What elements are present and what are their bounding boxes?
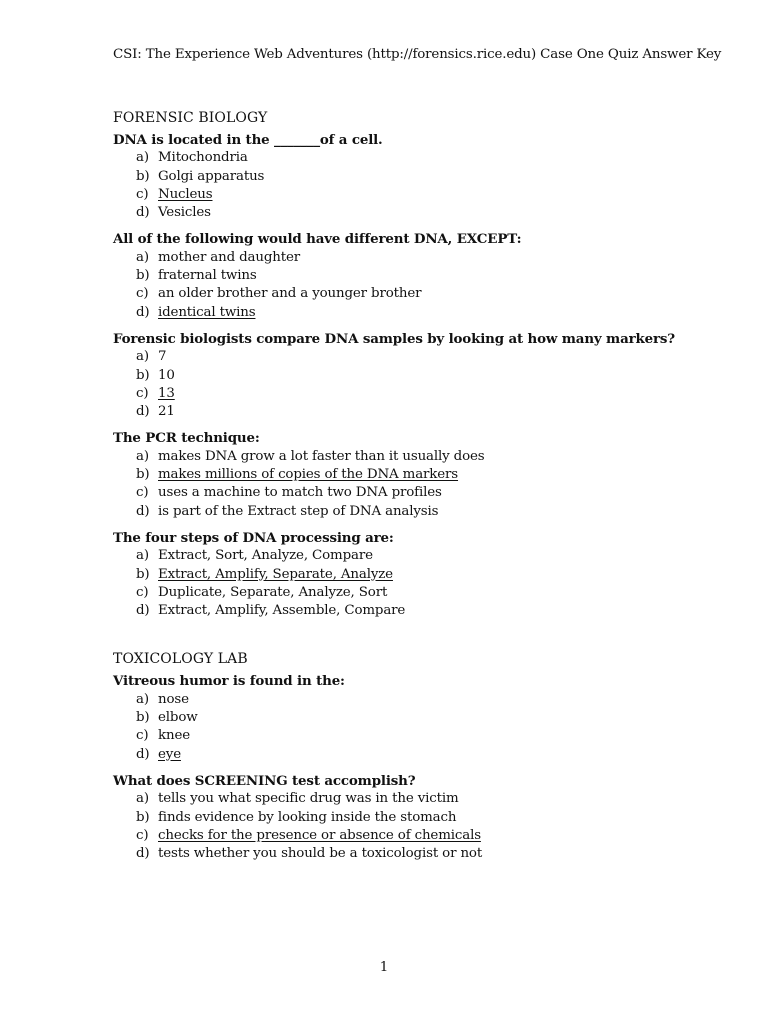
answer-option [113,845,713,863]
option-letter: c) [136,728,149,744]
answer-options [113,249,713,322]
answer-option [113,503,713,521]
question-text: Vitreous humor is found in the: [113,673,345,690]
answer-options [113,790,713,863]
option-text: an older brother and a younger brother [158,286,422,302]
question [113,672,713,763]
section-title: TOXICOLOGY LAB [113,651,248,668]
option-letter: c) [136,584,149,600]
answer-option [113,790,713,808]
option-text: finds evidence by looking inside the stomach [158,809,457,825]
option-letter: b) [136,710,150,726]
correct-answer-text: makes millions of copies of the DNA markers [158,467,459,483]
option-text: 21 [158,404,175,420]
option-letter: c) [136,827,149,843]
answer-option [113,448,713,466]
answer-option [113,204,713,222]
option-text: uses a machine to match two DNA profiles [158,485,442,501]
option-letter: b) [136,268,150,284]
question [113,529,713,620]
answer-option [113,484,713,502]
option-letter: d) [136,746,150,762]
answer-option [113,584,713,602]
correct-answer-text: Nucleus [158,186,213,202]
option-letter: a) [136,691,149,707]
option-letter: b) [136,566,150,582]
option-letter: c) [136,485,149,501]
option-text: Duplicate, Separate, Analyze, Sort [158,584,388,600]
answer-option-correct [113,746,713,764]
option-text: Mitochondria [158,150,248,166]
correct-answer-text: identical twins [158,304,256,320]
answer-option-correct [113,827,713,845]
question [113,131,713,222]
option-letter: c) [136,186,149,202]
answer-options [113,448,713,521]
question [113,429,713,520]
option-text: makes DNA grow a lot faster than it usually does [158,448,485,464]
option-text: Golgi apparatus [158,168,265,184]
option-text: Extract, Amplify, Assemble, Compare [158,603,406,619]
answer-option [113,367,713,385]
answer-option [113,602,713,620]
answer-option-correct [113,304,713,322]
option-letter: d) [136,404,150,420]
option-letter: d) [136,503,150,519]
answer-options [113,691,713,764]
answer-option [113,709,713,727]
answer-option [113,267,713,285]
question-text: The PCR technique: [113,430,260,447]
option-letter: a) [136,791,149,807]
page-number: 1 [379,960,389,975]
question-text: Forensic biologists compare DNA samples by looking at how many markers? [113,330,675,347]
option-text: is part of the Extract step of DNA analysis [158,503,439,519]
answer-option-correct [113,466,713,484]
option-text: tells you what specific drug was in the victim [158,791,459,807]
answer-option [113,348,713,366]
option-letter: b) [136,367,150,383]
option-letter: d) [136,603,150,619]
option-text: fraternal twins [158,268,257,284]
correct-answer-text: 13 [158,385,175,401]
option-text: mother and daughter [158,249,301,265]
option-text: nose [158,691,189,707]
option-text: 10 [158,367,175,383]
answer-options [113,149,713,222]
option-letter: a) [136,548,149,564]
section-forensic-biology [113,109,713,620]
option-letter: d) [136,205,150,221]
page-header: CSI: The Experience Web Adventures (http://forensics.rice.edu) Case One Quiz Answer Key [113,47,722,62]
question-text: All of the following would have different DNA, EXCEPT: [113,231,522,248]
answer-option [113,149,713,167]
option-text: knee [158,728,190,744]
option-letter: d) [136,846,150,862]
answer-option-correct [113,385,713,403]
option-letter: a) [136,448,149,464]
question [113,230,713,321]
answer-option [113,403,713,421]
answer-options [113,348,713,421]
section-toxicology-lab [113,650,713,863]
question-text: The four steps of DNA processing are: [113,529,394,546]
option-letter: d) [136,304,150,320]
section-title: FORENSIC BIOLOGY [113,110,268,126]
quiz-content [113,109,713,871]
answer-option [113,691,713,709]
answer-option [113,285,713,303]
question-text: What does SCREENING test accomplish? [113,772,416,789]
section-spacer [113,628,713,650]
answer-option [113,727,713,745]
answer-option-correct [113,186,713,204]
correct-answer-text: Extract, Amplify, Separate, Analyze [158,566,393,582]
correct-answer-text: eye [158,746,181,762]
answer-option [113,809,713,827]
option-letter: b) [136,467,150,483]
answer-option [113,547,713,565]
answer-option [113,168,713,186]
option-text: tests whether you should be a toxicologist or not [158,846,483,862]
option-letter: a) [136,150,149,166]
option-text: 7 [158,349,167,365]
answer-option [113,249,713,267]
option-letter: a) [136,249,149,265]
option-text: Vesicles [158,205,211,221]
option-letter: c) [136,286,149,302]
question-text: DNA is located in the _______of a cell. [113,132,383,148]
answer-options [113,547,713,620]
correct-answer-text: checks for the presence or absence of chemicals [158,827,481,843]
option-letter: b) [136,809,150,825]
option-letter: b) [136,168,150,184]
question [113,330,713,421]
question [113,772,713,863]
option-letter: c) [136,385,149,401]
option-text: Extract, Sort, Analyze, Compare [158,548,373,564]
option-letter: a) [136,349,149,365]
option-text: elbow [158,710,198,726]
answer-option-correct [113,566,713,584]
